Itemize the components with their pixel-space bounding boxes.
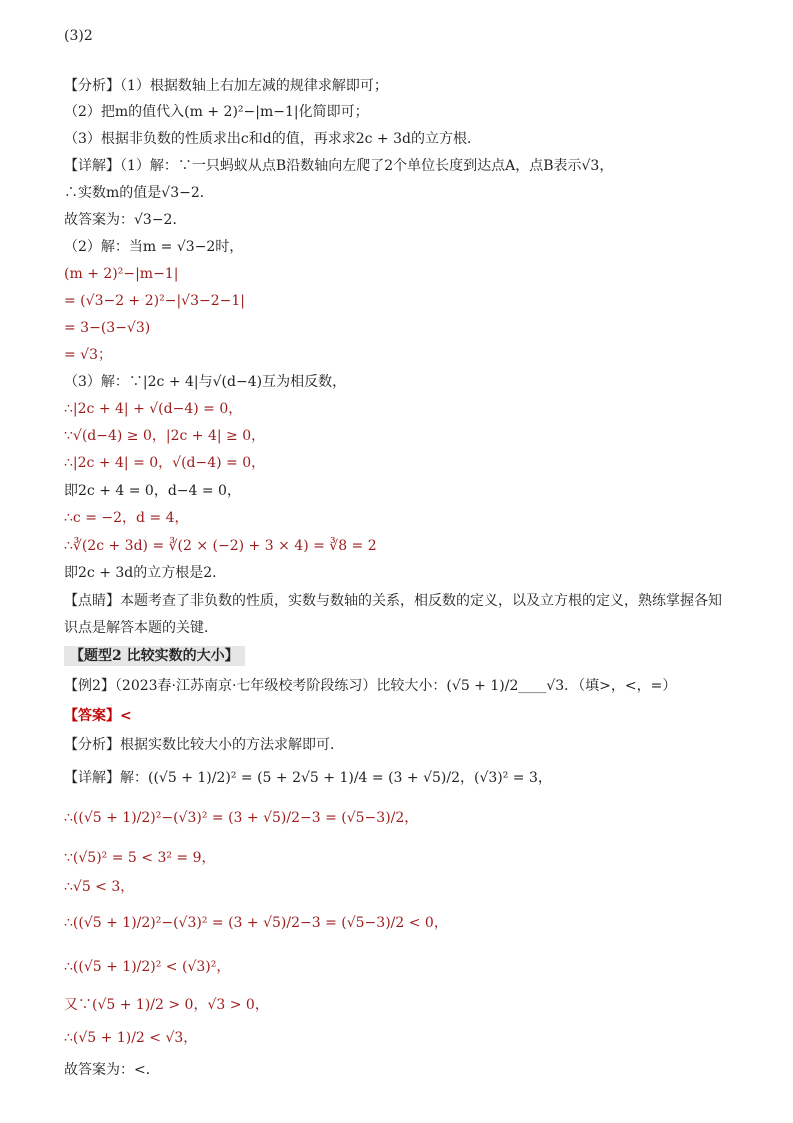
analysis-line: 【分析】根据实数比较大小的方法求解即可．	[64, 737, 344, 753]
math-line: ∴((√5 + 1)/2)²−(√3)² = (3 + √5)/2−3 = (√5−3)/2，	[64, 810, 419, 826]
math-line: ∵√(d−4) ≥ 0，|2c + 4| ≥ 0，	[64, 428, 266, 444]
text-line: （3）解：∵|2c + 4|与√(d−4)互为相反数，	[64, 374, 347, 390]
text-line: （2）把m的值代入(m + 2)²−|m−1|化简即可；	[64, 104, 369, 120]
answer-line: 【答案】<	[64, 708, 132, 724]
section-title: 【题型2 比较实数的大小】	[64, 646, 245, 666]
text-line: 即2c + 4 = 0，d−4 = 0，	[64, 483, 241, 499]
math-line: 又∵(√5 + 1)/2 > 0，√3 > 0，	[64, 997, 269, 1013]
math-line: ∴c = −2，d = 4，	[64, 510, 189, 526]
math-line: ∴((√5 + 1)/2)²−(√3)² = (3 + √5)/2−3 = (√5−3)/2 < 0，	[64, 915, 448, 931]
analysis-line: 【分析】（1）根据数轴上右加左减的规律求解即可；	[64, 78, 388, 94]
math-line: = 3−(3−√3)	[64, 320, 151, 336]
text-line: 识点是解答本题的关键．	[64, 620, 218, 636]
detail-line: 【详解】（1）解：∵一只蚂蚁从点B沿数轴向左爬了2个单位长度到达点A，点B表示√3，	[64, 158, 614, 174]
example-line: 【例2】（2023春·江苏南京·七年级校考阶段练习）比较大小：(√5 + 1)/2____√3．（填>，<，=）	[64, 678, 677, 694]
text-line: (3)2	[64, 28, 93, 44]
comment-line: 【点睛】本题考查了非负数的性质，实数与数轴的关系，相反数的定义，以及立方根的定义，熟练掌握各知	[64, 593, 722, 609]
text-line: 故答案为：<．	[64, 1062, 160, 1078]
math-line: ∴((√5 + 1)/2)² < (√3)²，	[64, 959, 231, 975]
math-line: ∴∛(2c + 3d) = ∛(2 × (−2) + 3 × 4) = ∛8 = 2	[64, 538, 377, 554]
math-line: (m + 2)²−|m−1|	[64, 266, 179, 282]
math-line: ∴|2c + 4| + √(d−4) = 0，	[64, 401, 243, 417]
text-line: （2）解：当m = √3−2时，	[64, 239, 244, 255]
text-line: 即2c + 3d的立方根是2．	[64, 565, 227, 581]
math-line: ∴(√5 + 1)/2 < √3，	[64, 1030, 198, 1046]
text-line: 故答案为：√3−2．	[64, 212, 187, 228]
text-line: （3）根据非负数的性质求出c和d的值，再求求2c + 3d的立方根．	[64, 131, 481, 147]
math-line: ∴√5 < 3，	[64, 879, 135, 895]
math-line: = √3；	[64, 347, 113, 363]
math-line: ∵(√5)² = 5 < 3² = 9，	[64, 850, 216, 866]
math-line: ∴|2c + 4| = 0，√(d−4) = 0，	[64, 455, 266, 471]
detail-line: 【详解】解：((√5 + 1)/2)² = (5 + 2√5 + 1)/4 = (3 + √5)/2，(√3)² = 3，	[64, 770, 552, 786]
math-line: = (√3−2 + 2)²−|√3−2−1|	[64, 293, 245, 309]
text-line: ∴实数m的值是√3−2．	[64, 185, 214, 201]
